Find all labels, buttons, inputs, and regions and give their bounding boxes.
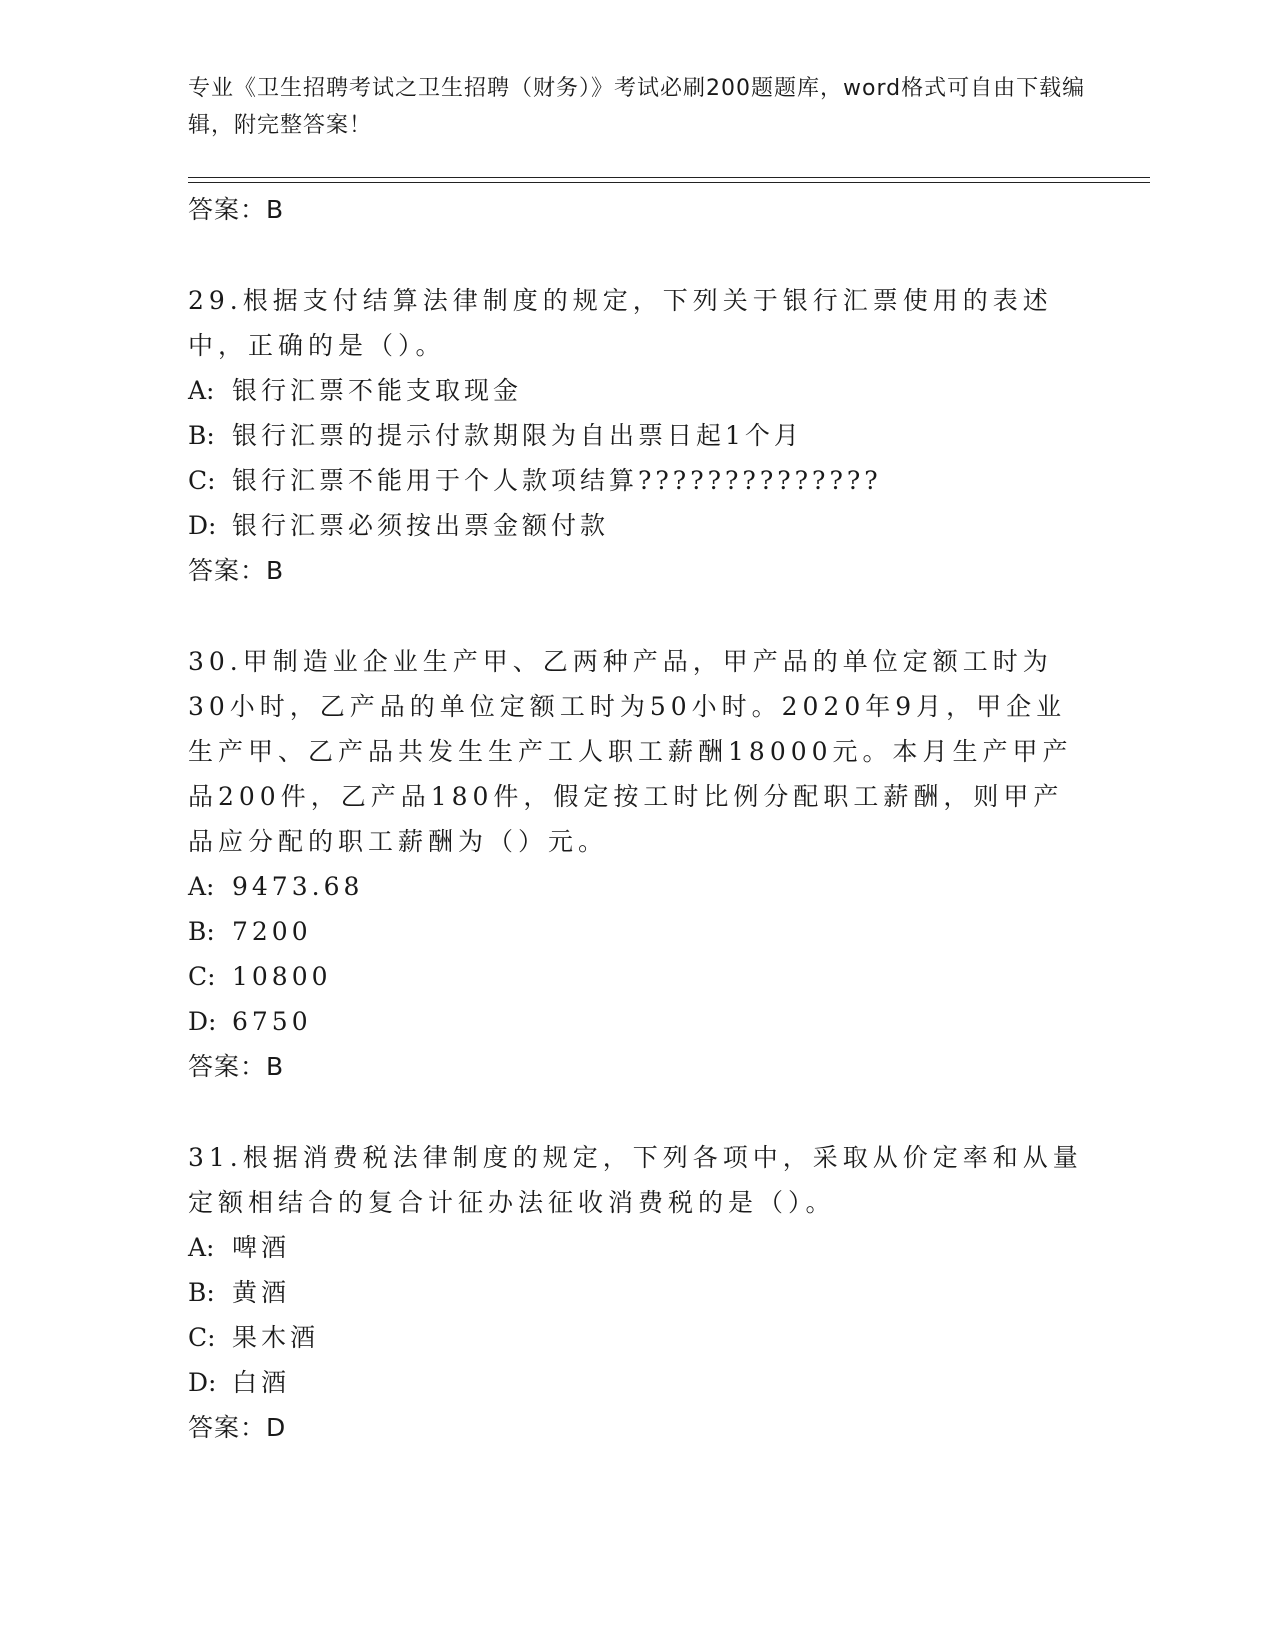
answer-line: 答案：D — [188, 1413, 287, 1442]
option-text: 10800 — [232, 962, 332, 991]
option-label: A: — [188, 872, 215, 901]
option-c — [188, 954, 1088, 999]
option-label: D: — [188, 1007, 217, 1036]
question-stem: 30.甲制造业企业生产甲、乙两种产品，甲产品的单位定额工时为30小时，乙产品的单位定额工时为50小时。2020年9月，甲企业生产甲、乙产品共发生生产工人职工薪酬18000元。本月生产甲产品200件，乙产品180件，假定按工时比例分配职工薪酬，则甲产品应分配的职工薪酬为（）元。 — [188, 647, 1073, 856]
option-b — [188, 1270, 1088, 1315]
option-c — [188, 1315, 1088, 1360]
option-b — [188, 909, 1088, 954]
answer-line: 答案：B — [188, 1052, 285, 1081]
question-29 — [188, 278, 1088, 593]
option-text: 黄酒 — [232, 1278, 291, 1307]
option-label: D: — [188, 511, 217, 540]
option-text: 银行汇票不能支取现金 — [232, 376, 523, 405]
question-30 — [188, 639, 1088, 1089]
option-a — [188, 864, 1088, 909]
option-label: A: — [188, 1233, 215, 1262]
header-rule-bottom — [188, 182, 1150, 183]
option-text: 银行汇票不能用于个人款项结算?????????????? — [232, 466, 882, 495]
option-a — [188, 1225, 1088, 1270]
option-text: 6750 — [232, 1007, 312, 1036]
option-text: 9473.68 — [232, 872, 364, 901]
option-label: B: — [188, 917, 215, 946]
option-label: C: — [188, 466, 216, 495]
option-label: A: — [188, 376, 215, 405]
option-d — [188, 1360, 1088, 1405]
option-d — [188, 503, 1088, 548]
option-d — [188, 999, 1088, 1044]
option-text: 果木酒 — [232, 1323, 320, 1352]
option-b — [188, 413, 1088, 458]
option-a — [188, 368, 1088, 413]
answer-line: 答案：B — [188, 556, 285, 585]
option-label: C: — [188, 1323, 216, 1352]
header-rule-top — [188, 177, 1150, 178]
question-stem: 29.根据支付结算法律制度的规定，下列关于银行汇票使用的表述中，正确的是（）。 — [188, 286, 1053, 360]
option-text: 7200 — [232, 917, 312, 946]
option-c — [188, 458, 1088, 503]
option-label: C: — [188, 962, 216, 991]
option-text: 白酒 — [232, 1368, 291, 1397]
option-label: B: — [188, 1278, 215, 1307]
option-text: 啤酒 — [232, 1233, 291, 1262]
option-text: 银行汇票的提示付款期限为自出票日起1个月 — [232, 421, 803, 450]
document-body — [188, 187, 1088, 1450]
answer-line: 答案：B — [188, 195, 285, 224]
question-stem: 31.根据消费税法律制度的规定，下列各项中，采取从价定率和从量定额相结合的复合计征办法征收消费税的是（）。 — [188, 1143, 1083, 1217]
document-header: 专业《卫生招聘考试之卫生招聘（财务）》考试必刷200题题库，word格式可自由下载编辑，附完整答案！ — [188, 76, 1086, 138]
option-text: 银行汇票必须按出票金额付款 — [232, 511, 610, 540]
option-label: B: — [188, 421, 215, 450]
question-31 — [188, 1135, 1088, 1450]
option-label: D: — [188, 1368, 217, 1397]
